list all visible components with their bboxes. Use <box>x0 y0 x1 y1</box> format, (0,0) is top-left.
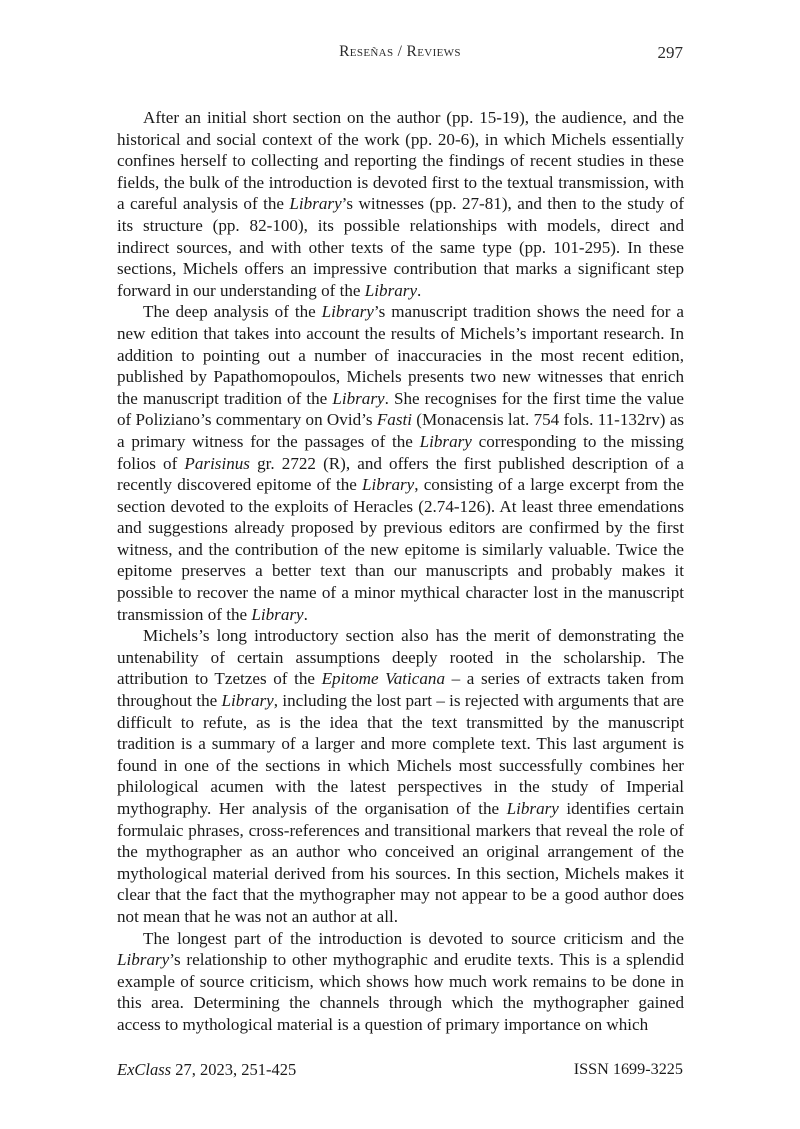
page-number: 297 <box>657 43 683 62</box>
paragraph: The longest part of the introduction is devoted to source criticism and the Library’s relationship to other mythographic and erudite texts. This is a splendid example of source criticism, which shows how much work remains to be done in this area. Determining the channels through which the mythographer gained access to mythological material is a question of primary importance on which <box>117 928 684 1034</box>
paragraph: After an initial short section on the author (pp. 15-19), the audience, and the historical and social context of the work (pp. 20-6), in which Michels essentially confines herself to collecting and reporting the findings of recent studies in these fields, the bulk of the introduction is devoted first to the textual transmission, with a careful analysis of the Library’s witnesses (pp. 27-81), and then to the study of its structure (pp. 82-100), its possible relationships with models, direct and indirect sources, and with other texts of the same type (pp. 101-295). In these sections, Michels offers an impressive contribution that marks a significant step forward in our understanding of the Library. <box>117 108 685 300</box>
journal-title: ExClass <box>117 1060 172 1079</box>
issn-label: ISSN 1699-3225 <box>573 1060 683 1078</box>
footer-citation-details: 27, 2023, 251-425 <box>171 1060 297 1079</box>
body-text-block <box>117 107 684 1036</box>
page-footer <box>117 1060 683 1084</box>
running-head <box>117 43 683 67</box>
paragraph: Michels’s long introductory section also has the merit of demonstrating the untenability of certain assumptions deeply rooted in the scholarship. The attribution to Tzetzes of the Epitome Vaticana – a series of extracts taken from throughout the Library, including the lost part – is rejected with arguments that are difficult to refute, as is the idea that the text transmitted by the manuscript tradition is a summary of a larger and more complete text. This last argument is found in one of the sections in which Michels most successfully combines her philological acumen with the latest perspectives in the study of Imperial mythography. Her analysis of the organisation of the Library identifies certain formulaic phrases, cross-references and transitional markers that reveal the role of the mythographer as an author who conceived an original arrangement of the mythological material derived from his sources. In this section, Michels makes it clear that the fact that the mythographer may not appear to be a good author does not mean that he was not an author at all. <box>117 626 685 926</box>
paragraph: The deep analysis of the Library’s manuscript tradition shows the need for a new edition that takes into account the results of Michels’s important research. In addition to pointing out a number of inaccuracies in the most recent edition, published by Papathomopoulos, Michels presents two new witnesses that enrich the manuscript tradition of the Library. She recognises for the first time the value of Poliziano’s commentary on Ovid’s Fasti (Monacensis lat. 754 fols. 11-132rv) as a primary witness for the passages of the Library corresponding to the missing folios of Parisinus gr. 2722 (R), and offers the first published description of a recently discovered epitome of the Library, consisting of a large excerpt from the section devoted to the exploits of Heracles (2.74-126). At least three emendations and suggestions already proposed by previous editors are confirmed by the first witness, and the contribution of the new epitome is similarly valuable. Twice the epitome preserves a better text than our manuscripts and probably makes it possible to recover the name of a minor mythical character lost in the manuscript transmission of the Library. <box>117 302 685 624</box>
running-head-title: Reseñas / Reviews <box>339 43 461 60</box>
footer-citation <box>117 1060 296 1080</box>
